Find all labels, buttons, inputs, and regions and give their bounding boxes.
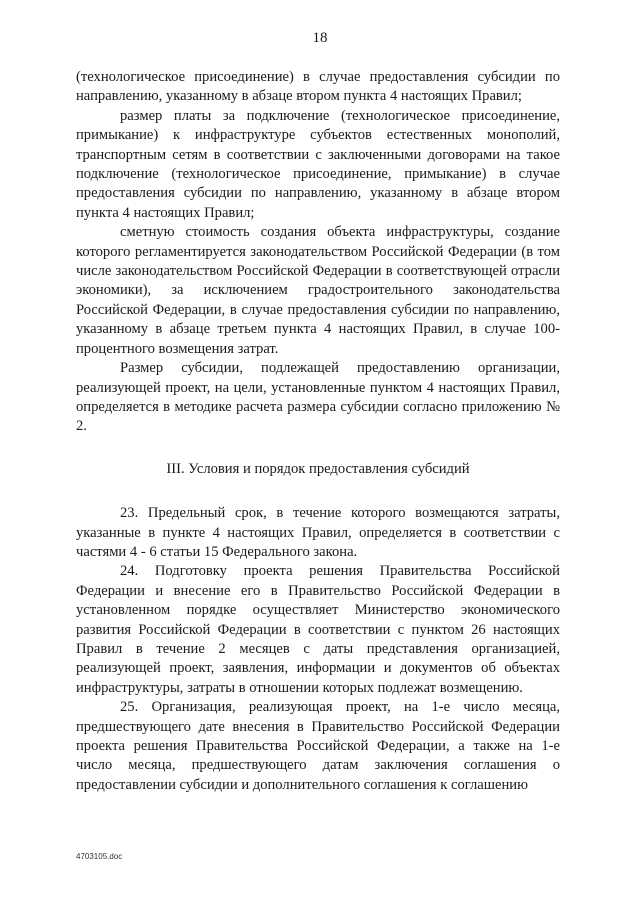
paragraph-estimated-cost: сметную стоимость создания объекта инфраструктуры, создание которого регламентируется законодательством Российской Федерации (в том числе законодательством Российской Федерации в соответствующей отрасли экономики), за исключением градостроительного законодательства Российской Федерации, в случае предоставления субсидии по направлению, указанному в абзаце третьем пункта 4 настоящих Правил, в случае 100-процентного возмещения затрат. (76, 224, 560, 357)
paragraph-clause-24: 24. Подготовку проекта решения Правительства Российской Федерации и внесение его в Правительство Российской Федерации в установленном порядке осуществляет Министерство экономического развития Российской Федерации в соответствии с пунктом 26 настоящих Правил в течение 2 месяцев с даты представления организацией, реализующей проект, заявления, информации и документов об объектах инфраструктуры, затраты в отношении которых подлежат возмещению. (76, 563, 560, 696)
document-body (76, 68, 560, 795)
footer-file-name: 4703105.doc (76, 852, 123, 861)
section-heading: III. Условия и порядок предоставления субсидий (166, 460, 470, 477)
paragraph-connection-fee: размер платы за подключение (технологическое присоединение, примыкание) к инфраструктуре субъектов естественных монополий, транспортным сетям в соответствии с заключенными договорами на такое подключение (технологическое присоединение, примыкание) в случае предоставления субсидии по направлению, указанному в абзаце втором пункта 4 настоящих Правил; (76, 107, 560, 221)
paragraph-clause-23: 23. Предельный срок, в течение которого возмещаются затраты, указанные в пункте 4 настоящих Правил, определяется в соответствии с частями 4 - 6 статьи 15 Федерального закона. (76, 505, 560, 560)
paragraph-subsidy-amount: Размер субсидии, подлежащей предоставлению организации, реализующей проект, на цели, установленные пунктом 4 настоящих Правил, определяется в методике расчета размера субсидии согласно приложению № 2. (76, 360, 560, 435)
page-number: 18 (312, 30, 328, 46)
paragraph-continuation: (технологическое присоединение) в случае предоставления субсидии по направлению, указанному в абзаце втором пункта 4 настоящих Правил; (76, 69, 560, 105)
paragraph-clause-25: 25. Организация, реализующая проект, на 1-е число месяца, предшествующего дате внесения в Правительство Российской Федерации проекта решения Правительства Российской Федерации, а также на 1-е число месяца, предшествующего датам заключения соглашения о предоставлении субсидии и дополнительного соглашения к соглашению (76, 699, 560, 793)
